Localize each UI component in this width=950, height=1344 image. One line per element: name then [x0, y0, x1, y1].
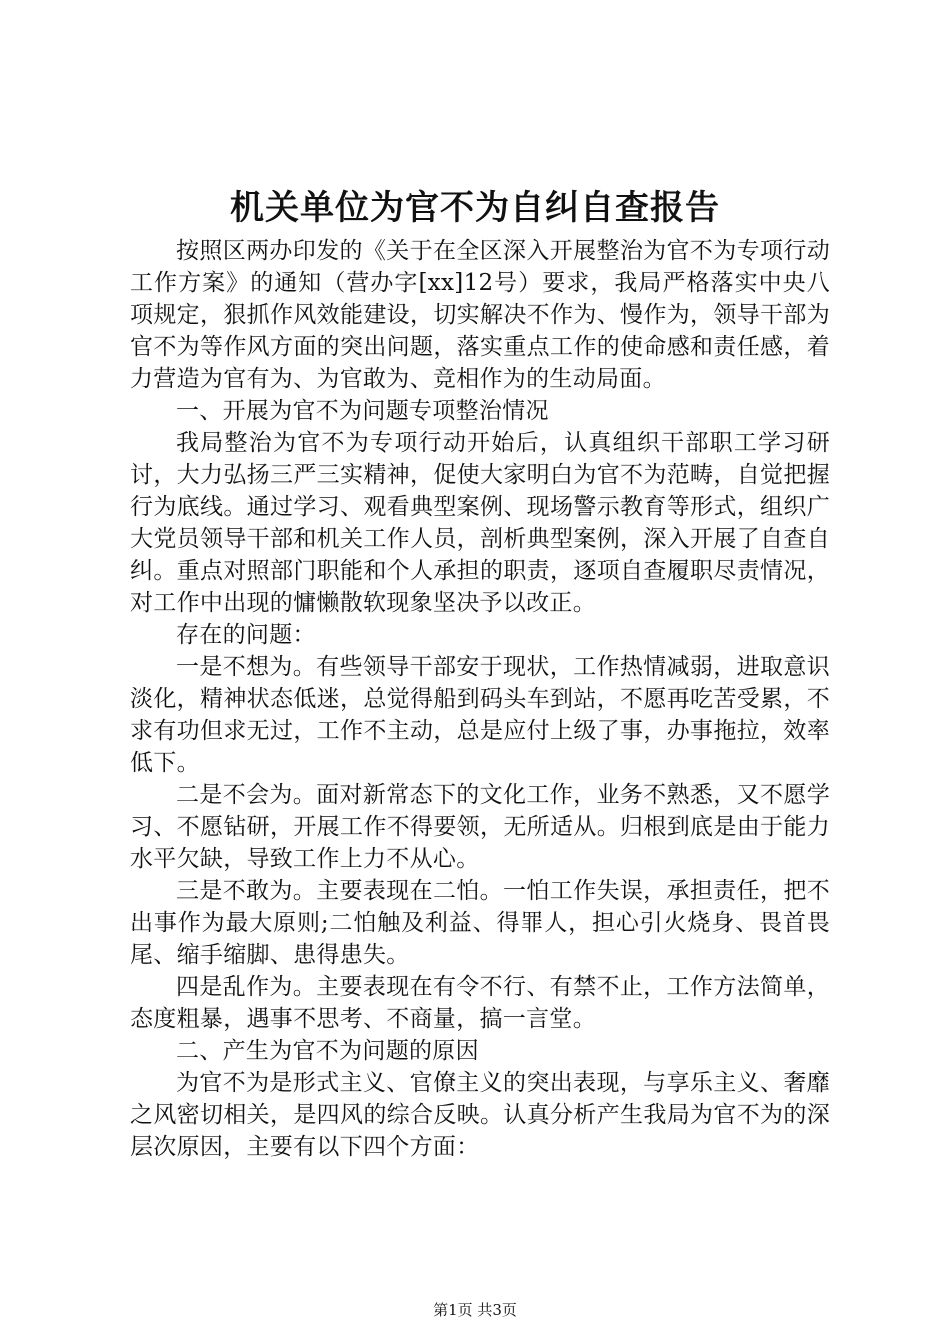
- section-heading-2: 二、产生为官不为问题的原因: [176, 1038, 479, 1064]
- paragraph-causes: 为官不为是形式主义、官僚主义的突出表现，与享乐主义、奢靡之风密切相关，是四风的综合反映。认真分析产生我局为官不为的深层次原因，主要有以下四个方面：: [130, 1070, 830, 1160]
- section-heading-1: 一、开展为官不为问题专项整治情况: [176, 398, 549, 424]
- paragraph-problem-4: 四是乱作为。主要表现在有令不行、有禁不止，工作方法简单，态度粗暴，遇事不思考、不商量，搞一言堂。: [130, 974, 830, 1032]
- paragraph-problem-1: 一是不想为。有些领导干部安于现状，工作热情减弱，进取意识淡化，精神状态低迷，总觉得船到码头车到站，不愿再吃苦受累，不求有功但求无过，工作不主动，总是应付上级了事，办事拖拉，效率低下。: [130, 654, 830, 776]
- problems-heading: 存在的问题：: [176, 622, 316, 648]
- paragraph-rectification: 我局整治为官不为专项行动开始后，认真组织干部职工学习研讨，大力弘扬三严三实精神，促使大家明白为官不为范畴，自觉把握行为底线。通过学习、观看典型案例、现场警示教育等形式，组织广大党员领导干部和机关工作人员，剖析典型案例，深入开展了自查自纠。重点对照部门职能和个人承担的职责，逐项自查履职尽责情况，对工作中出现的慵懒散软现象坚决予以改正。: [130, 430, 830, 616]
- paragraph-intro: 按照区两办印发的《关于在全区深入开展整治为官不为专项行动工作方案》的通知（营办字[xx]12号）要求，我局严格落实中央八项规定，狠抓作风效能建设，切实解决不作为、慢作为，领导干部为官不为等作风方面的突出问题，落实重点工作的使命感和责任感，着力营造为官有为、为官敢为、竞相作为的生动局面。: [130, 238, 830, 392]
- page-footer: 第1页 共3页: [433, 1301, 517, 1319]
- paragraph-problem-3: 三是不敢为。主要表现在二怕。一怕工作失误，承担责任，把不出事作为最大原则;二怕触及利益、得罪人，担心引火烧身、畏首畏尾、缩手缩脚、患得患失。: [130, 878, 830, 968]
- document-body: [130, 235, 830, 1163]
- paragraph-problem-2: 二是不会为。面对新常态下的文化工作，业务不熟悉，又不愿学习、不愿钻研，开展工作不得要领，无所适从。归根到底是由于能力水平欠缺，导致工作上力不从心。: [130, 782, 830, 872]
- document-title: 机关单位为官不为自纠自查报告: [230, 188, 720, 228]
